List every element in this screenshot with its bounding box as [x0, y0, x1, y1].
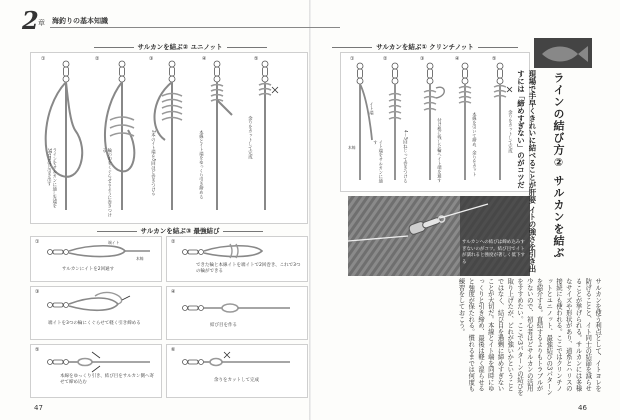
- article-title: ラインの結び方② サルカンを結ぶ: [552, 72, 565, 259]
- clinch-note-2: 4～5回ねじって巻きつける: [402, 130, 408, 183]
- title-badge: [534, 38, 592, 68]
- uni-note-2: 輪の中をくぐらせるように巻きつける: [101, 148, 112, 217]
- saikyo-heading: サルカンを結ぶ③ 最強結び: [60, 226, 300, 235]
- saikyo-note-1: サルカンにイトを2回通す: [62, 267, 115, 272]
- uni-heading: サルカンを結ぶ② ユニノット: [60, 42, 300, 51]
- clinch-step-3-number: ③: [420, 56, 425, 62]
- clinch-label-tag: イト端: [368, 102, 374, 115]
- saikyo-note-6: 余りをカットして完成: [214, 378, 259, 383]
- chapter-title: 海釣りの基本知識: [52, 17, 108, 25]
- knot-photo: [348, 196, 530, 276]
- uni-note-1: ラインをサルカンに通し先端を30cmほど引き出す: [46, 148, 57, 209]
- scissors-icon: [507, 87, 512, 92]
- uni-step-5-number: ⑤: [254, 56, 259, 62]
- clinch-step-5-number: ⑤: [492, 56, 497, 62]
- saikyo-step-4-number: ④: [171, 289, 176, 295]
- clinch-note-1: イト端をサルカンに通す: [372, 140, 383, 183]
- clinch-note-5: 余りをカットして完成: [507, 110, 513, 153]
- article-body: サルカンを使う利点として、イトヨレを防げることと、イト同士の結節を減らせることが挙げられる。サルカンには多様なサイズや形状があり、道糸とハリスの接続にも使われる。ここではクリンチノットとユニノット、最強結びの3パターンを紹介する。直結するよりもトラブルが少ないので、初心者ほどサルカンの活用をすすめたい。ここで3パターンの結びを取り上げたが、どれが強いかということではなく、結び目を過剰に締めすぎないことが大切だ。本線とイト端を同時にゆっくりと引き締め、最後は軽く湿らせると強度が保たれる。慣れるまでは何度も練習をしておこう。: [457, 278, 601, 396]
- uni-note-5: 余りをカットして完成: [247, 116, 253, 159]
- page-number-left: 47: [34, 404, 43, 412]
- uni-note-3: 2本のイト端を5回ほど巻きつける: [150, 130, 156, 196]
- saikyo-step-6-number: ⑥: [171, 347, 176, 353]
- saikyo-note-4: 結び目を作る: [210, 323, 237, 328]
- fish-icon: [534, 38, 592, 68]
- saikyo-step-1-number: ①: [35, 239, 40, 245]
- clinch-note-4: 本線を引いて締め、余りをカット: [471, 112, 477, 177]
- chapter-suffix: 章: [38, 19, 45, 27]
- uni-note-4: 本線とイト端をゆっくり引き締める: [198, 130, 204, 199]
- saikyo-step-3-number: ③: [35, 289, 40, 295]
- saikyo-label-hashi: 端イト: [108, 240, 120, 245]
- clinch-step-2-number: ②: [383, 56, 388, 62]
- saikyo-note-2: できた輪と本線イトを端イトで2回巻き、これで3つの輪ができる: [196, 263, 301, 275]
- clinch-note-3: 付け根に残した輪へイト端を通す: [436, 118, 442, 183]
- article-lead: 現場で手早くきれいに結べることが肝要 イトの強さを引き出すには「締めすぎない」のがコツだ: [516, 70, 537, 273]
- clinch-heading: サルカンを結ぶ① クリンチノット: [325, 42, 525, 51]
- chapter-number: 2: [22, 6, 39, 35]
- uni-step-1-number: ①: [41, 56, 46, 62]
- saikyo-note-3: 端イトを3つの輪にくぐらせて軽く引き締める: [48, 321, 141, 326]
- saikyo-note-5: 本線をゆっくり引き、結び目をサルカン側へ寄せて締め込む: [60, 374, 155, 386]
- photo-caption: サルカンへの結びは締め込みすぎないのがコツ。結び目でイトが濡れると強度が著しく低下する: [462, 240, 525, 265]
- uni-step-4-number: ④: [202, 56, 207, 62]
- uni-step-2-number: ②: [95, 56, 100, 62]
- page-number-right: 46: [578, 404, 587, 412]
- saikyo-label-honsen: 本線: [136, 256, 144, 261]
- saikyo-step-2-number: ②: [171, 239, 176, 245]
- uni-step-3-number: ③: [149, 56, 154, 62]
- saikyo-step-5-number: ⑤: [35, 347, 40, 353]
- clinch-step-1-number: ①: [350, 56, 355, 62]
- clinch-label-main-line: 本線: [348, 145, 356, 150]
- clinch-step-4-number: ④: [455, 56, 460, 62]
